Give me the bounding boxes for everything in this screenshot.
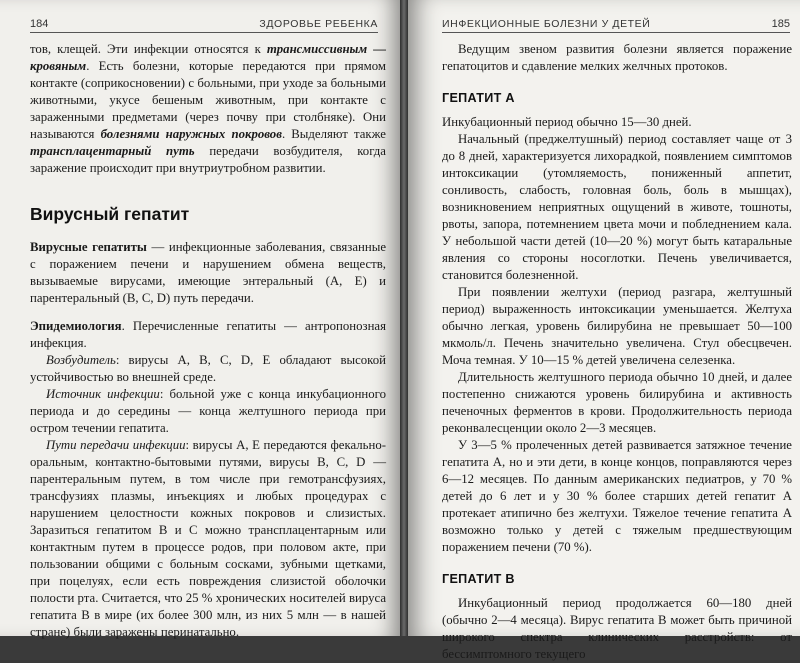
paragraph-preicteric: Начальный (преджелтушный) период составляет чаще от 3 до 8 дней, характеризуется лихорадкой, появлением симптомов интоксикации (утомляемость, пониженный аппетит, сонливость, слабость, головная боль, боль в мышцах), возникновением неприятных ощущений в животе, тошноты, рвоты, запора, потемнением цвета мочи и побледнением кала. У небольшой части детей (10—20 %) могут быть катаральные явления со стороны носоглотки. Печень увеличивается, становится болезненной. bbox=[442, 132, 792, 282]
text-span: : больной уже с конца инкубационного периода и до середины — конца желтушного периода при остром течении гепатита. bbox=[30, 387, 386, 435]
text-span: передачи возбудителя, когда заражение происходит при внутриутробном развитии. bbox=[30, 144, 386, 175]
text-span: : вирусы А, В, С, D, Е обладают высокой устойчивостью во внешней среде. bbox=[30, 353, 386, 384]
paragraph-prolonged: У 3—5 % пролеченных детей развивается затяжное течение гепатита А, но и эти дети, в конце концов, поправляются через 6—12 месяцев. По данным американских педиатров, у 70 % детей до 6 лет и у 30 % более старших детей гепатит А протекает атипично без желтухи. Тяжелое течение гепатита А возможно только у детей с тяжелым предшествующим поражением печени (70 %). bbox=[442, 438, 792, 554]
term-external-covers: болезнями наружных покровов bbox=[100, 127, 282, 141]
running-head-left bbox=[30, 18, 378, 33]
section-heading-hepatitis-a: ГЕПАТИТ А bbox=[442, 91, 515, 105]
term-transmissive: трансмиссивным — кровяным bbox=[30, 42, 387, 73]
paragraph-incubation-a: Инкубационный период обычно 15—30 дней. bbox=[442, 115, 692, 129]
book-gutter bbox=[400, 0, 408, 636]
text-span: — инфекционные заболевания, связанные с поражением печени и нарушением обмена веществ, вызываемые вирусами, имеющие энтеральный (А, Е) и парентеральный (В, С, D) путь передачи. bbox=[30, 240, 386, 305]
paragraph-transmission bbox=[30, 41, 386, 177]
paragraph-transmission-routes bbox=[30, 437, 386, 641]
paragraph-epidemiology bbox=[30, 318, 386, 352]
page-number-left: 184 bbox=[30, 18, 49, 30]
running-title-right: ИНФЕКЦИОННЫЕ БОЛЕЗНИ У ДЕТЕЙ bbox=[442, 18, 651, 30]
right-page bbox=[408, 0, 800, 661]
paragraph-duration: Длительность желтушного периода обычно 10 дней, и далее постепенно снижаются уровень билирубина и активность печеночных ферментов в крови. Продолжительность периода реконвалесценции около 2—3 месяцев. bbox=[442, 370, 792, 435]
paragraph-source bbox=[30, 386, 386, 437]
paragraph-incubation-b: Инкубационный период продолжается 60—180 дней (обычно 2—4 месяца). Вирус гепатита В может быть причиной широкого спектра клинических расстройств: от бессимптомного текущего bbox=[442, 596, 792, 661]
paragraph-definition bbox=[30, 239, 386, 307]
section-heading-hepatitis-b: ГЕПАТИТ В bbox=[442, 572, 515, 586]
term-pathogen: Возбудитель bbox=[46, 353, 116, 367]
term-routes: Пути передачи инфекции bbox=[46, 438, 186, 452]
term-viral-hepatitis: Вирусные гепатиты bbox=[30, 240, 147, 254]
term-source: Источник инфекции bbox=[46, 387, 160, 401]
text-span: . Есть болезни, которые передаются при прямом контакте (соприкосновении) с больными, при уходе за больными животными, укусе бешеным животным, при контакте с зараженными предметами (через почву при столбняке). Они называются bbox=[30, 59, 386, 141]
term-epidemiology: Эпидемиология bbox=[30, 319, 122, 333]
term-transplacental: трансплацентарный путь bbox=[30, 144, 195, 158]
paragraph-icteric: При появлении желтухи (период разгара, желтушный период) выраженность интоксикации уменьшается. Желтуха обычно легкая, уровень билирубина не превышает 50—100 мкмоль/л. Печень значительно увеличена. Стул обесцвечен. Моча темная. У 10—15 % детей увеличена селезенка. bbox=[442, 285, 792, 367]
text-span: : вирусы А, Е передаются фекально-оральным, контактно-бытовыми путями, вирусы В, С, D — парентеральным путем, в том числе при гемотрансфузиях, трансфузиях плазмы, инъекциях и любых процедурах с нарушением целостности кожных покровов и слизистых. Заразиться гепатитом В и С можно трансплацентарным или контактным путем в процессе родов, при половом акте, при пользовании общими с больным сосками, зубными щетками, при поцелуях, если есть повреждения слизистой оболочки полости рта. Считается, что 25 % хронических носителей вируса гепатита В в мире (их более 300 млн, из них 5 млн — в нашей стране) были заражены перинатально. bbox=[30, 438, 386, 639]
running-head-right bbox=[442, 18, 790, 33]
paragraph-pathogen bbox=[30, 352, 386, 386]
text-span: тов, клещей. Эти инфекции относятся к bbox=[30, 42, 267, 56]
text-span: . Перечисленные гепатиты — антропонозная инфекция. bbox=[30, 319, 386, 350]
page-number-right: 185 bbox=[771, 18, 790, 30]
running-title-left: ЗДОРОВЬЕ РЕБЕНКА bbox=[259, 18, 378, 30]
text-span: . Выделяют также bbox=[281, 127, 386, 141]
paragraph-intro: Ведущим звеном развития болезни является поражение гепатоцитов и сдавление мелких желчных протоков. bbox=[442, 42, 792, 73]
section-heading-viral-hepatitis: Вирусный гепатит bbox=[30, 204, 190, 224]
left-page bbox=[0, 0, 400, 639]
